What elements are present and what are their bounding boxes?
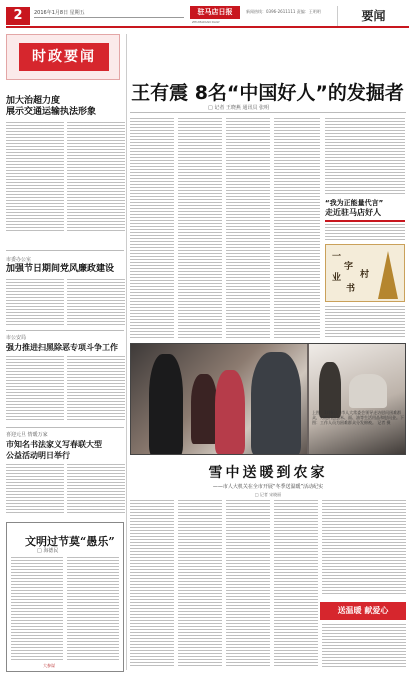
divider (6, 427, 124, 428)
page-header (6, 6, 409, 28)
photo-bundle (349, 374, 387, 408)
story-2-text-col3 (226, 500, 270, 668)
left-column (6, 34, 126, 674)
story-2-subtitle: ——市人大机关在全市开展“冬季送温暖”活动纪实 (212, 484, 324, 490)
masthead-subtitle: ZHUMADIAN DAILY (192, 20, 220, 24)
story-2-text-col2 (178, 500, 222, 668)
story-2-text-col4 (274, 500, 318, 668)
story-1-title-line2: 展示交通运输执法形象 (6, 107, 97, 117)
story-2-kicker: 市委办公室 (6, 257, 32, 263)
header-info: 新闻热线：0396-2611111 责编：王明明 (246, 9, 321, 14)
story-2-title: 加强节日期间党风廉政建设 (6, 264, 115, 274)
date-line: 2016年1月8日 星期五 (34, 10, 85, 16)
commentary-title: 文明过节莫“愚乐” (25, 535, 115, 548)
commentary-text-col2 (67, 557, 119, 661)
ad-character: 书 (346, 284, 356, 294)
story-4-title-line1: 市知名书法家义写春联大型 (6, 440, 102, 449)
news-photo (130, 343, 406, 455)
story-4-title-line2: 公益活动明日举行 (6, 451, 70, 460)
photo-figure (251, 352, 301, 455)
story-2-text-col5 (322, 500, 406, 596)
news-banner: 时政要闻 (19, 43, 109, 71)
story-2-author: □ 记者 宋晓丽 (254, 492, 282, 497)
story-1-title-line1: 加大治超力度 (6, 96, 61, 106)
story-2-text-col1 (6, 279, 64, 325)
page-number: 2 (6, 7, 30, 25)
bottom-banner: 送温暖 献爱心 (320, 602, 406, 620)
sidebar-kicker: “我为正能量代言” (325, 199, 384, 207)
story-3-title: 强力推进扫黑除恶专项斗争工作 (6, 343, 118, 352)
main-text-col1 (130, 118, 174, 338)
photo-main-scene (131, 344, 307, 455)
news-banner-box (6, 34, 120, 80)
commentary-footer: 大参谋 (43, 663, 55, 668)
story-1-text-col1 (6, 122, 64, 232)
photo-figure (191, 374, 217, 444)
commentary-text-col1 (11, 557, 63, 661)
main-text-col4 (274, 118, 320, 338)
story-3-kicker: 市公安局 (6, 335, 27, 341)
ad-character: 字 (344, 262, 354, 272)
main-byline: □ 记者 王晓燕 通讯员 张明 (208, 105, 270, 111)
divider (6, 330, 124, 331)
main-text-col2 (178, 118, 222, 338)
photo-figure (215, 370, 245, 454)
photo-figure (149, 354, 183, 455)
sidebar-text (325, 224, 405, 240)
main-text-col3 (226, 118, 270, 338)
ad-character: 业 (332, 273, 342, 283)
story-2-headline: 雪中送暖到农家 (208, 465, 328, 481)
main-text-col5 (325, 118, 405, 194)
photo-side-scene (309, 344, 406, 455)
ad-character: 一 (332, 252, 342, 262)
story-2-text-col2 (67, 279, 125, 325)
story-3-text-col2 (67, 356, 125, 422)
story-4-text-col2 (67, 464, 125, 514)
sidebar-text-lower (325, 306, 405, 338)
story-3-text-col1 (6, 356, 64, 422)
ad-character: 村 (360, 270, 370, 280)
story-2-text-col1 (130, 500, 174, 668)
masthead-logo: 驻马店日报 (190, 6, 240, 19)
header-divider (34, 17, 184, 18)
commentary-box (6, 522, 124, 672)
story-2-text-col5-lower (322, 624, 406, 668)
column-divider (126, 34, 127, 670)
advertisement (325, 244, 405, 302)
section-title: 要闻 (337, 6, 409, 26)
story-4-text-col1 (6, 464, 64, 514)
photo-caption: 上图：1月6日，市人大常委会领导走访慰问困难群众，为他们送去米、面、油等生活用品和慰问金。下图：工作人员为困难群众分发棉被。 记者 摄 (312, 410, 404, 425)
headline-divider (130, 112, 406, 113)
sidebar-rule (325, 220, 405, 222)
pagoda-graphic (378, 251, 398, 299)
story-4-kicker: 喜迎元旦 情暖万家 (6, 432, 48, 438)
divider (6, 250, 124, 251)
main-headline: 王有震 8名“中国好人”的发掘者 (131, 82, 404, 104)
sidebar-title: 走近驻马店好人 (325, 208, 381, 217)
story-1-text-col2 (67, 122, 125, 232)
commentary-author: □ 海德民 (37, 548, 59, 554)
